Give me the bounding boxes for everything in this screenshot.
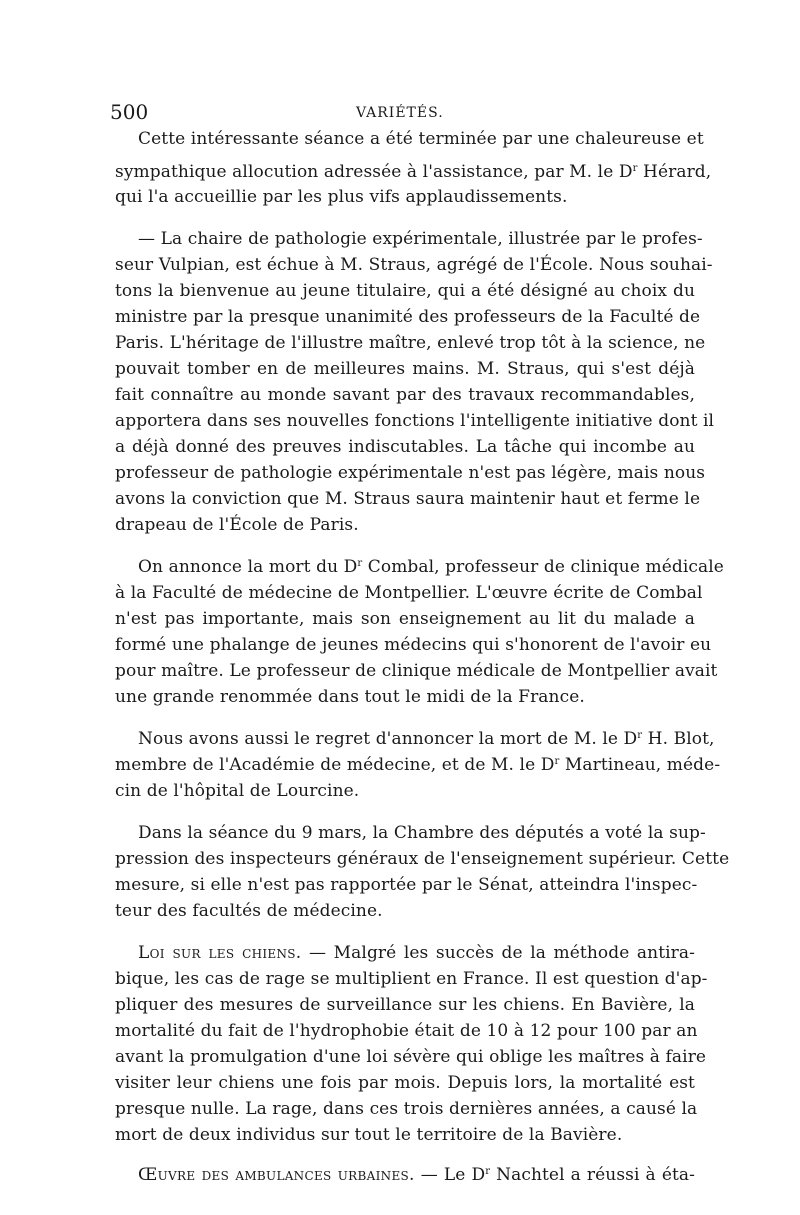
text-line: n'est pas importante, mais son enseignement au lit du malade a <box>115 609 695 629</box>
running-head <box>110 100 700 124</box>
text-line: à la Faculté de médecine de Montpellier. L'œuvre écrite de Combal <box>115 583 703 603</box>
text-line: formé une phalange de jeunes médecins qui s'honorent de l'avoir eu <box>115 635 712 655</box>
page-number: 500 <box>110 100 149 124</box>
text-line: Loi sur les chiens. — Malgré les succès de la méthode antira- <box>138 943 695 963</box>
text-line: avons la conviction que M. Straus saura maintenir haut et ferme le <box>115 489 701 509</box>
text-line: seur Vulpian, est échue à M. Straus, agrégé de l'École. Nous souhai- <box>115 255 713 275</box>
text-line: apportera dans ses nouvelles fonctions l'intelligente initiative dont il <box>115 411 715 431</box>
text-line: Cette intéressante séance a été terminée par une chaleureuse et <box>138 129 704 149</box>
text-line: qui l'a accueillie par les plus vifs applaudissements. <box>115 187 568 207</box>
text-line: bique, les cas de rage se multiplient en France. Il est question d'ap- <box>115 969 708 989</box>
text-line: pliquer des mesures de surveillance sur les chiens. En Bavière, la <box>115 995 695 1015</box>
text-line: a déjà donné des preuves indiscutables. La tâche qui incombe au <box>115 437 695 457</box>
text-line: pouvait tomber en de meilleures mains. M. Straus, qui s'est déjà <box>115 359 695 379</box>
text-line: mort de deux individus sur tout le territoire de la Bavière. <box>115 1125 623 1145</box>
text-line: pression des inspecteurs généraux de l'enseignement supérieur. Cette <box>115 849 730 869</box>
text-line: cin de l'hôpital de Lourcine. <box>115 781 360 801</box>
section-heading: Loi sur les chiens. <box>138 943 302 963</box>
text-line: Nous avons aussi le regret d'annoncer la mort de M. le $D^r$ H. Blot, <box>138 729 715 749</box>
text-line: professeur de pathologie expérimentale n'est pas légère, mais nous <box>115 463 706 483</box>
text-line: ministre par la presque unanimité des professeurs de la Faculté de <box>115 307 701 327</box>
text-line: fait connaître au monde savant par des travaux recommandables, <box>115 385 695 405</box>
text-line: On annonce la mort du $D^r$ Combal, professeur de clinique médicale <box>138 557 724 577</box>
text-line: drapeau de l'École de Paris. <box>115 515 359 535</box>
text-line: mortalité du fait de l'hydrophobie était de 10 à 12 pour 100 par an <box>115 1021 698 1041</box>
text-line: visiter leur chiens une fois par mois. Depuis lors, la mortalité est <box>115 1073 695 1093</box>
header-title: VARIÉTÉS. <box>356 105 444 121</box>
text-line: avant la promulgation d'une loi sévère qui oblige les maîtres à faire <box>115 1047 707 1067</box>
text-line: membre de l'Académie de médecine, et de M. le $D^r$ Martineau, méde- <box>115 755 721 775</box>
text-line: Dans la séance du 9 mars, la Chambre des députés a voté la sup- <box>138 823 706 843</box>
section-heading: Œuvre des ambulances urbaines. <box>138 1165 415 1185</box>
text-line: mesure, si elle n'est pas rapportée par le Sénat, atteindra l'inspec- <box>115 875 698 895</box>
text-line: teur des facultés de médecine. <box>115 901 383 921</box>
text-line: pour maître. Le professeur de clinique médicale de Montpellier avait <box>115 661 718 681</box>
text-line: presque nulle. La rage, dans ces trois dernières années, a causé la <box>115 1099 698 1119</box>
text-line: sympathique allocution adressée à l'assistance, par M. le $D^r$ Hérard, <box>115 162 712 182</box>
text-line: Paris. L'héritage de l'illustre maître, enlevé trop tôt à la science, ne <box>115 333 706 353</box>
text-line: une grande renommée dans tout le midi de la France. <box>115 687 585 707</box>
text-line: Œuvre des ambulances urbaines. — Le $D^r$ Nachtel a réussi à éta- <box>138 1165 695 1185</box>
text-line: — La chaire de pathologie expérimentale, illustrée par le profes- <box>138 229 703 249</box>
text-line: tons la bienvenue au jeune titulaire, qui a été désigné au choix du <box>115 281 695 301</box>
